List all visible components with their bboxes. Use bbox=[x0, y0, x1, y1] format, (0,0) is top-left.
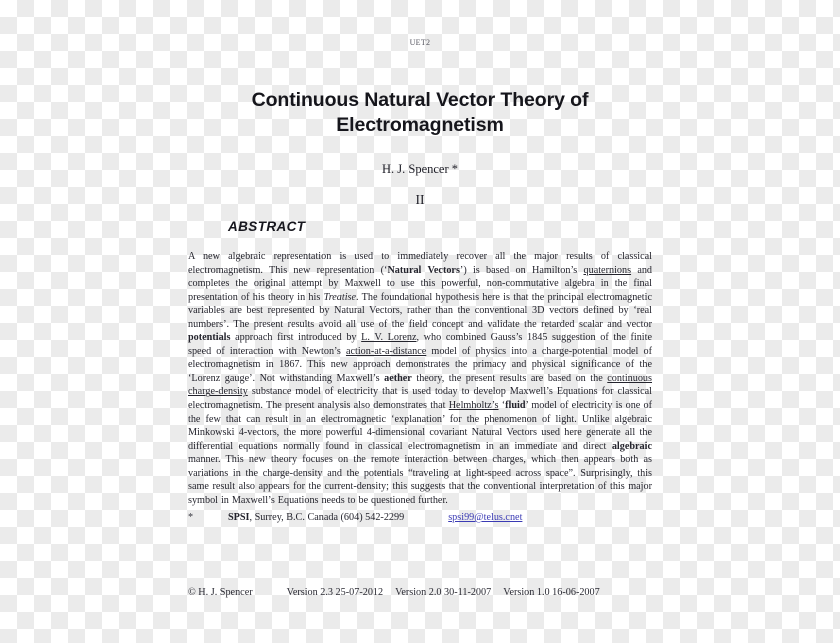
email-link[interactable]: spsi99@telus.cnet bbox=[448, 512, 523, 523]
section-numeral: II bbox=[415, 192, 425, 207]
page-title: Continuous Natural Vector Theory of Electromagnetism bbox=[251, 89, 589, 136]
footer-version-2: Version 2.0 30-11-2007 bbox=[395, 587, 492, 598]
footer-version-3: Version 1.0 16-06-2007 bbox=[503, 587, 600, 598]
footnote-marker: * bbox=[188, 512, 194, 523]
footnote-address: , Surrey, B.C. Canada (604) 542-2299 bbox=[249, 512, 405, 523]
abstract-body bbox=[188, 250, 652, 507]
abstract-paragraph: A new algebraic representation is used to immediately recover all the major results of classical electromagnetism. This new representation (‘Natural Vectors’) is based on Hamilton’s quaternions and completes the original attempt by Maxwell to use this powerful, non-commutative algebra in the final presentation of his theory in his Treatise. The foundational hypothesis here is that the principal electromagnetic variables are best represented by Natural Vectors, rather than the conventional 3D vectors defined by ‘real numbers’. The present results avoid all use of the field concept and validate the retarded scalar and vector potentials approach first introduced by L. V. Lorenz, who combined Gauss’s 1845 suggestion of the finite speed of interaction with Newton’s action-at-a-distance model of physics into a charge-potential model of electromagnetism in 1867. This new approach demonstrates the primacy and physical significance of the ‘Lorenz gauge’. Not withstanding Maxwell’s aether theory, the present results are based on the continuous charge-density substance model of electricity that is used today to develop Maxwell’s Equations for classical electromagnetism. The present analysis also demonstrates that Helmholtz’s ‘fluid’ model of electricity is one of the few that can result in an electromagnetic ‘explanation’ for the phenomenon of light. Unlike algebraic Minkowski 4-vectors, the more powerful 4-dimensional covariant Natural Vectors used here generate all the differential equations normally found in classical electromagnetism in an immediate and direct algebraic manner. This new theory focuses on the remote interaction between charges, which then appears both as variations in the charge-density and the potentials “traveling at light-speed across space”. Surprisingly, this same result also appears for the current-density; this suggests that the conventional interpretation of this major symbol in Maxwell’s Equations needs to be questioned further. bbox=[188, 251, 653, 506]
footer bbox=[188, 587, 652, 598]
abstract-heading: ABSTRACT bbox=[228, 219, 306, 234]
footnote-organization: SPSI bbox=[228, 512, 250, 523]
author-line: H. J. Spencer * bbox=[381, 162, 459, 176]
footnote bbox=[188, 512, 652, 523]
running-head: UET2 bbox=[409, 38, 431, 47]
footer-version-1: Version 2.3 25-07-2012 bbox=[286, 587, 384, 598]
footer-copyright: © H. J. Spencer bbox=[188, 587, 253, 598]
